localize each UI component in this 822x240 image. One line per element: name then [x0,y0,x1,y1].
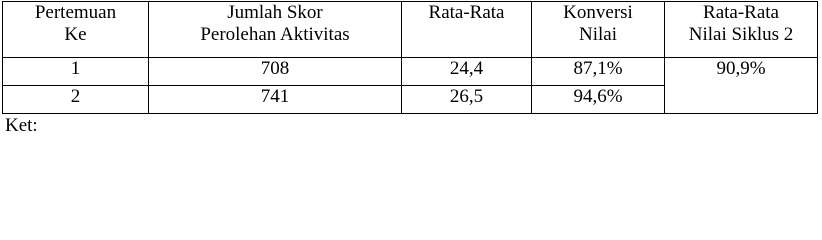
header-score [149,2,402,58]
cell-meeting: 2 [3,86,149,114]
table-row [3,58,818,86]
cell-average: 24,4 [402,58,532,86]
header-score-line1: Jumlah Skor [227,2,323,23]
header-cycle-average-line2: Nilai Siklus 2 [688,24,794,45]
score-table [2,1,818,114]
header-cycle-average-line1: Rata-Rata [703,2,779,23]
cell-conversion: 94,6% [532,86,665,114]
header-conversion [532,2,665,58]
header-meeting-line1: Pertemuan [34,2,117,23]
header-row [3,2,818,58]
header-average-line1: Rata-Rata [428,2,505,23]
header-meeting [3,2,149,58]
header-meeting-line2: Ke [64,24,87,45]
cell-meeting: 1 [3,58,149,86]
header-conversion-line1: Konversi [563,2,633,23]
cell-average: 26,5 [402,86,532,114]
cell-conversion: 87,1% [532,58,665,86]
header-average [402,2,532,58]
header-conversion-line2: Nilai [579,24,617,45]
cell-score: 741 [149,86,402,114]
footer-label: Ket: [5,115,38,136]
header-score-line2: Perolehan Aktivitas [200,24,350,45]
header-cycle-average [665,2,818,58]
cell-cycle-average: 90,9% [665,58,818,114]
cell-score: 708 [149,58,402,86]
